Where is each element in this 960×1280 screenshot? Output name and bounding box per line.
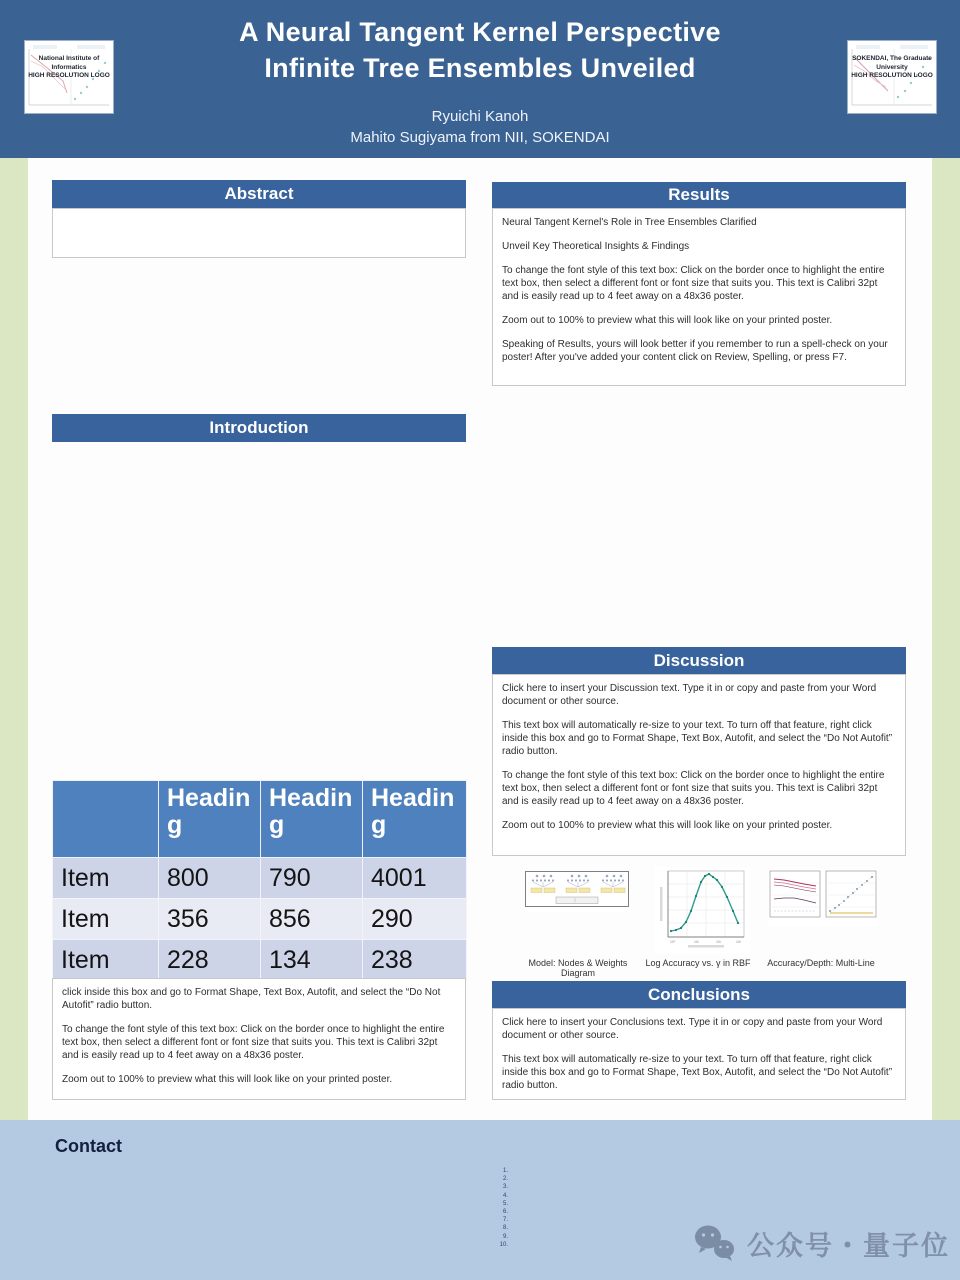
table-header-row <box>53 781 467 858</box>
discussion-paragraph: This text box will automatically re-size to your text. To turn off that feature, right click inside this box and go to Format Shape, Text Box, Autofit, and select the “Do Not Autofit” radio button. <box>502 720 893 757</box>
references-list <box>492 1167 508 1249</box>
poster-title <box>0 14 960 86</box>
svg-text:10⁰: 10⁰ <box>670 940 676 944</box>
reference-item: 3. <box>502 1184 508 1191</box>
poster-title-line1: A Neural Tangent Kernel Perspective <box>239 17 721 47</box>
left-logo-text: National Institute of Informatics HIGH RESOLUTION LOGO <box>28 55 110 79</box>
table-header-blank <box>53 781 159 858</box>
multi-line-chart-icon <box>768 869 878 921</box>
right-logo-text: SOKENDAI, The Graduate University HIGH RESOLUTION LOGO <box>851 55 933 79</box>
reference-item: 10. <box>499 1241 508 1248</box>
figure-caption-3: Accuracy/Depth: Multi-Line <box>767 958 875 968</box>
reference-item: 7. <box>502 1217 508 1224</box>
table-header-3: Heading <box>363 781 467 858</box>
results-paragraph: Neural Tangent Kernel's Role in Tree Ensembles Clarified <box>502 217 757 228</box>
results-section-header <box>492 182 906 208</box>
tree-ensemble-diagram-icon <box>525 871 629 907</box>
introduction-title: Introduction <box>209 418 309 437</box>
results-paragraph: Speaking of Results, yours will look better if you remember to run a spell-check on your poster! After you've added your content click on Review, Spelling, or press F7. <box>502 339 888 363</box>
table-header-1: Heading <box>159 781 261 858</box>
discussion-textbox <box>492 674 906 856</box>
conclusions-title: Conclusions <box>647 984 750 1004</box>
discussion-paragraph: Click here to insert your Discussion text. Type it in or copy and paste from your Word document or other source. <box>502 683 877 707</box>
poster-title-line2: Infinite Tree Ensembles Unveiled <box>264 53 696 83</box>
abstract-textbox <box>52 208 466 258</box>
watermark <box>693 1223 950 1263</box>
table-note-paragraph: Zoom out to 100% to preview what this will look like on your printed poster. <box>62 1074 393 1085</box>
data-table <box>52 780 467 981</box>
table-note-textbox <box>52 978 466 1100</box>
conclusions-section-header <box>492 981 906 1008</box>
right-green-strip <box>932 158 960 1120</box>
figure-caption-1: Model: Nodes & Weights Diagram <box>528 958 628 978</box>
author-line2: Mahito Sugiyama from NII, SOKENDAI <box>350 129 610 146</box>
conclusions-paragraph: This text box will automatically re-size to your text. To turn off that feature, right click inside this box and go to Format Shape, Text Box, Autofit, and select the “Do Not Autofit” radio button. <box>502 1054 893 1091</box>
author-line1: Ryuichi Kanoh <box>431 108 529 125</box>
svg-text:10²: 10² <box>716 940 722 944</box>
figure-caption-2: Log Accuracy vs. γ in RBF <box>645 958 751 968</box>
results-paragraph: To change the font style of this text box: Click on the border once to highlight the entire text box, then select a different font or font size that suits you. This text is Calibri 32pt and is easily read up to 4 feet away on a 48x36 poster. <box>502 265 885 302</box>
reference-item: 2. <box>502 1176 508 1183</box>
reference-item: 6. <box>502 1209 508 1216</box>
table-row: Item 800 790 4001 <box>53 858 467 899</box>
table-row: Item 356 856 290 <box>53 899 467 940</box>
conclusions-paragraph: Click here to insert your Conclusions text. Type it in or copy and paste from your Word document or other source. <box>502 1017 883 1041</box>
poster-authors <box>0 106 960 148</box>
table-header-2: Heading <box>261 781 363 858</box>
conclusions-textbox <box>492 1008 906 1100</box>
data-table-container <box>52 780 467 981</box>
discussion-title: Discussion <box>653 650 745 670</box>
discussion-paragraph: Zoom out to 100% to preview what this will look like on your printed poster. <box>502 820 833 831</box>
results-title: Results <box>668 185 730 204</box>
bell-curve-chart-icon <box>654 867 750 949</box>
left-green-strip <box>0 158 28 1120</box>
abstract-section-header <box>52 180 466 208</box>
reference-item: 5. <box>502 1200 508 1207</box>
svg-text:10¹: 10¹ <box>694 940 700 944</box>
reference-item: 9. <box>502 1233 508 1240</box>
results-textbox <box>492 208 906 386</box>
poster-footer <box>0 1120 960 1280</box>
left-logo <box>24 40 114 114</box>
figure-accuracy-depth-multiline <box>768 869 878 926</box>
contact-title: Contact <box>55 1136 122 1156</box>
figure-nodes-weights-diagram <box>525 871 629 912</box>
wechat-icon <box>693 1223 737 1263</box>
table-row: Item 228 134 238 <box>53 940 467 981</box>
reference-item: 1. <box>502 1168 508 1174</box>
watermark-text: 公众号・量子位 <box>747 1230 950 1261</box>
abstract-title: Abstract <box>224 184 294 203</box>
svg-text:10³: 10³ <box>736 940 742 944</box>
table-note-paragraph: click inside this box and go to Format Shape, Text Box, Autofit, and select the “Do Not Autofit” radio button. <box>62 987 441 1011</box>
table-note-paragraph: To change the font style of this text box: Click on the border once to highlight the entire text box, then select a different font or font size that suits you. This text is Calibri 32pt and is easily read up to 4 feet away on a 48x36 poster. <box>62 1024 445 1061</box>
reference-item: 4. <box>502 1192 508 1199</box>
figure-log-accuracy-rbf <box>654 867 750 954</box>
poster-header <box>0 0 960 158</box>
discussion-section-header <box>492 647 906 674</box>
results-paragraph: Zoom out to 100% to preview what this will look like on your printed poster. <box>502 315 833 326</box>
introduction-section-header <box>52 414 466 442</box>
results-paragraph: Unveil Key Theoretical Insights & Findings <box>502 241 690 252</box>
discussion-paragraph: To change the font style of this text box: Click on the border once to highlight the entire text box, then select a different font or font size that suits you. This text is Calibri 32pt and is easily read up to 4 feet away on a 48x36 poster. <box>502 770 885 807</box>
reference-item: 8. <box>502 1225 508 1232</box>
right-logo <box>847 40 937 114</box>
